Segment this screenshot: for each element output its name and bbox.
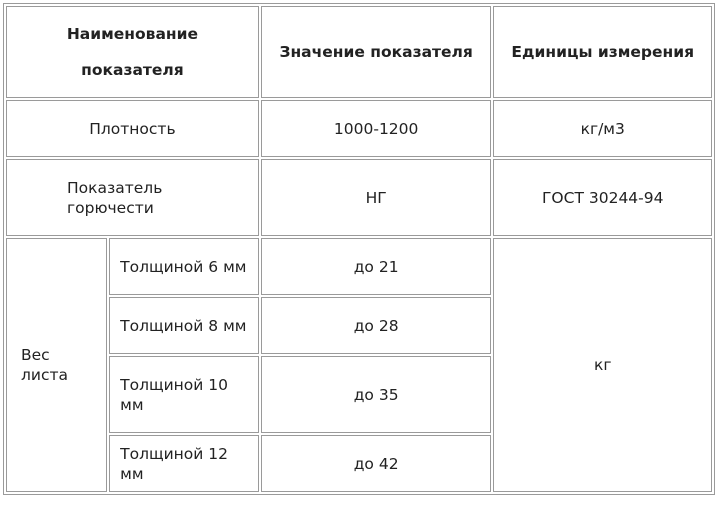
flammability-name-line2: горючести	[67, 198, 154, 217]
header-name: Наименование показателя	[6, 6, 259, 98]
weight-value-8: до 28	[261, 297, 492, 354]
weight-value-12: до 42	[261, 435, 492, 492]
thickness-10-line1: Толщиной 10	[120, 375, 229, 394]
weight-label	[6, 238, 107, 492]
table-row	[6, 159, 712, 236]
weight-label-line2: листа	[21, 366, 69, 384]
flammability-name-line1: Показатель	[67, 178, 163, 197]
table-row	[6, 100, 712, 157]
thickness-12: Толщиной 12 мм	[109, 435, 259, 492]
table-row	[6, 238, 712, 295]
thickness-8: Толщиной 8 мм	[109, 297, 259, 354]
header-units: Единицы измерения	[493, 6, 712, 98]
weight-value-10: до 35	[261, 356, 492, 433]
flammability-name	[6, 159, 259, 236]
properties-table	[3, 3, 715, 495]
weight-label-line1: Вес	[21, 346, 50, 364]
flammability-value: НГ	[261, 159, 492, 236]
density-value: 1000-1200	[261, 100, 492, 157]
thickness-6: Толщиной 6 мм	[109, 238, 259, 295]
flammability-units: ГОСТ 30244-94	[493, 159, 712, 236]
header-value: Значение показателя	[261, 6, 492, 98]
density-units: кг/м3	[493, 100, 712, 157]
density-name: Плотность	[6, 100, 259, 157]
weight-units: кг	[493, 238, 712, 492]
thickness-10	[109, 356, 259, 433]
weight-value-6: до 21	[261, 238, 492, 295]
table-header-row	[6, 6, 712, 98]
thickness-10-line2: мм	[120, 395, 144, 414]
